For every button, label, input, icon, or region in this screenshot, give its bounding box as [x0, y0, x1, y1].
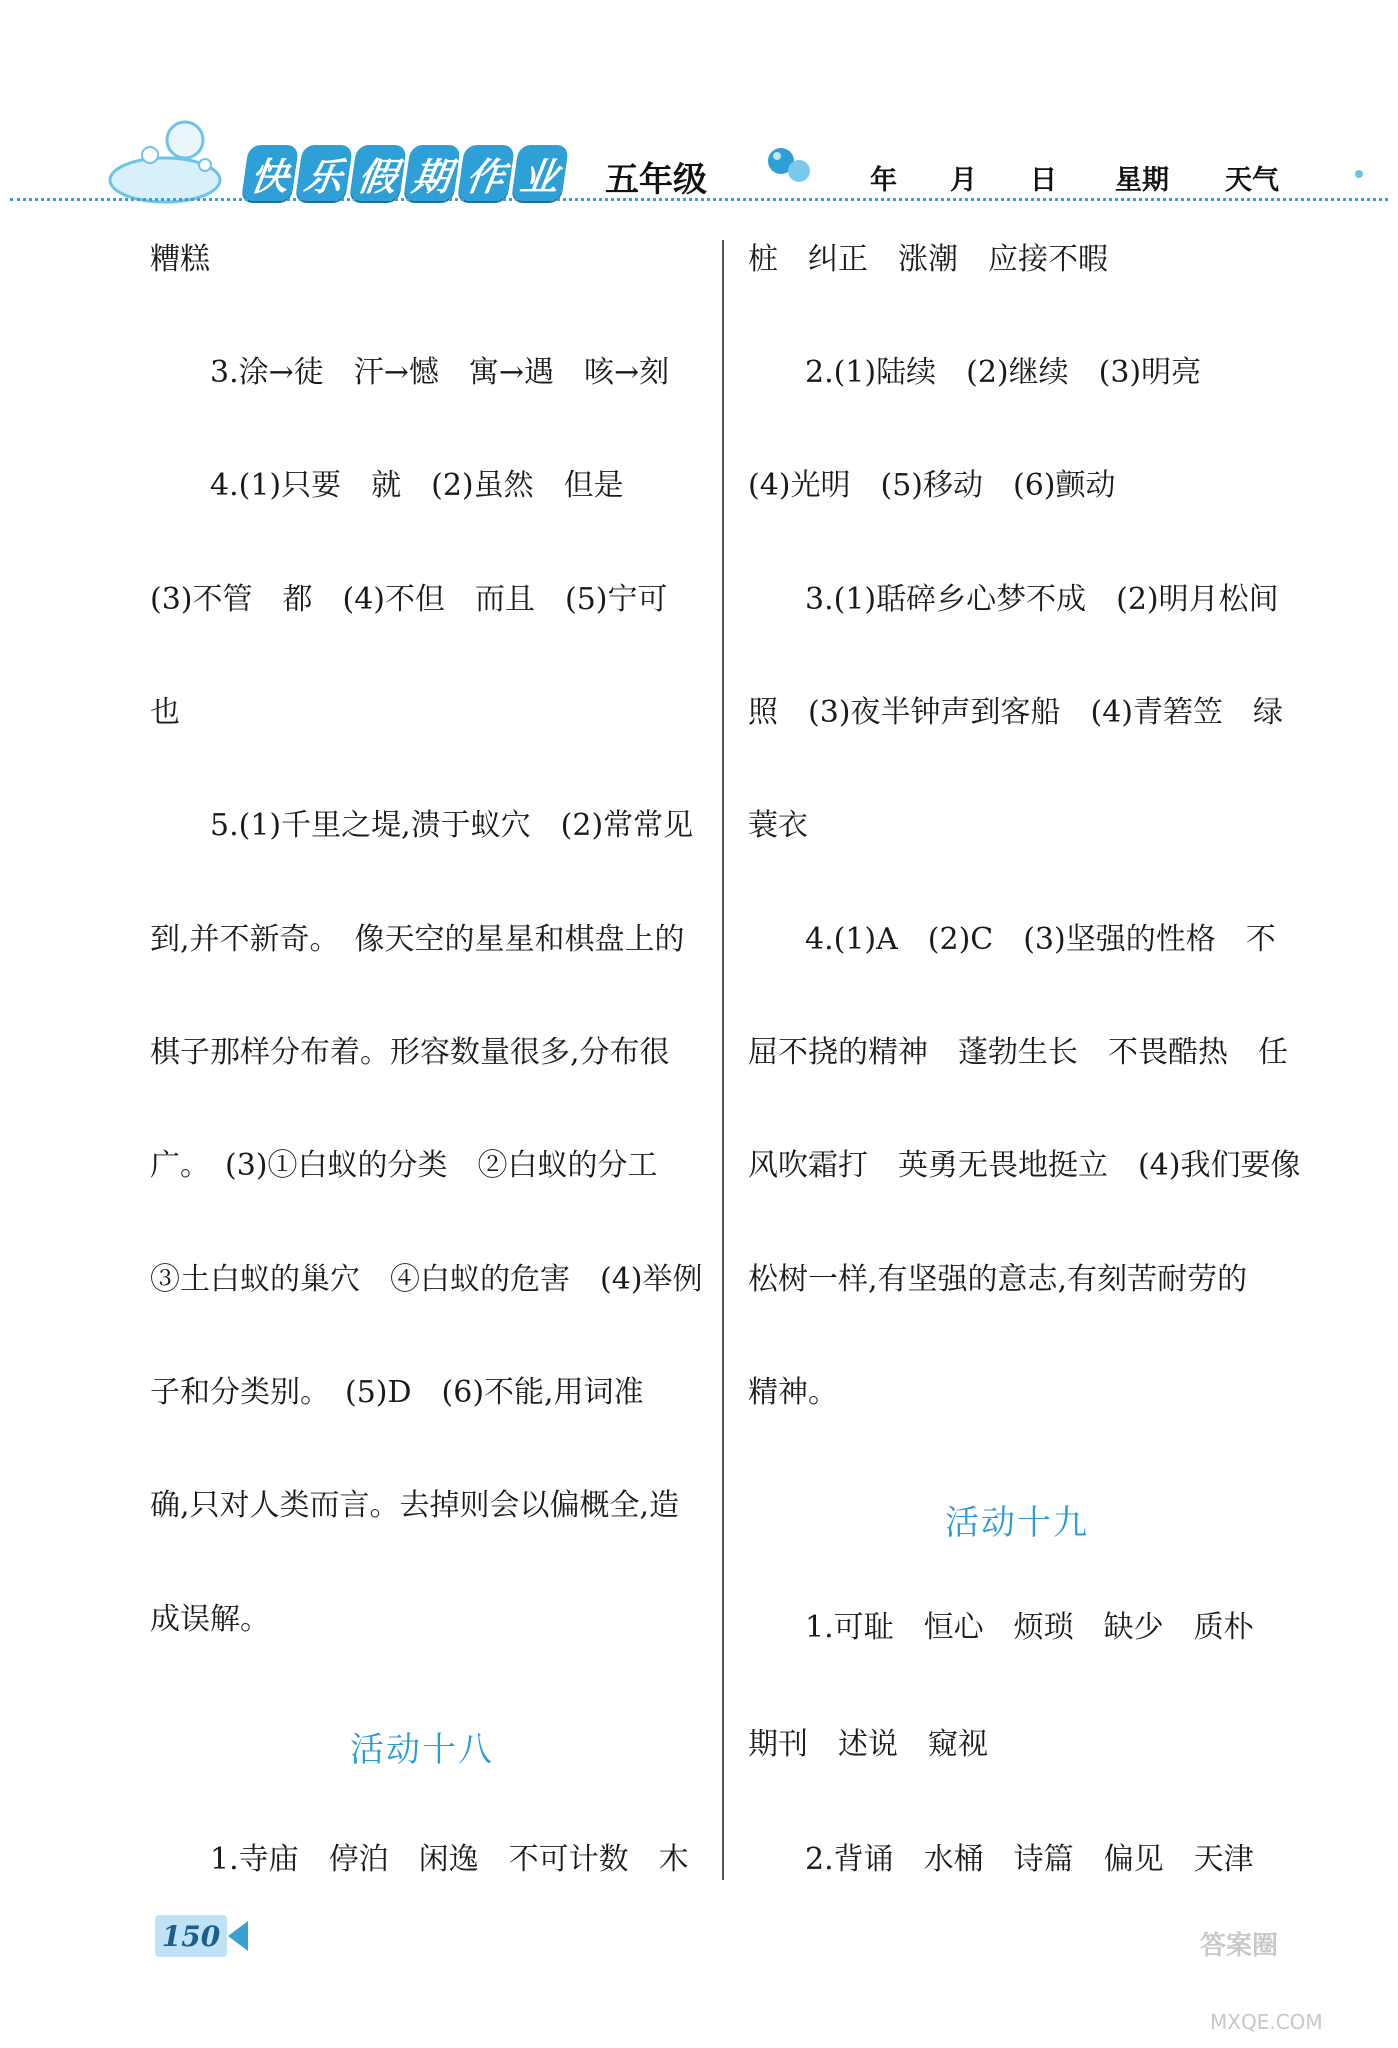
- day-label: 日: [1030, 165, 1057, 196]
- watermark-url: MXQE.COM: [1210, 2010, 1323, 2034]
- page-header: [0, 0, 1398, 215]
- answer-line: 到,并不新奇。 像天空的星星和棋盘上的: [150, 922, 685, 957]
- grade-label: 五年级: [605, 160, 707, 200]
- header-dotted-rule: [10, 198, 1388, 201]
- title-char: 期: [403, 145, 461, 201]
- answer-line: (4)光明 (5)移动 (6)颤动: [748, 468, 1116, 503]
- answer-line: 成误解。: [150, 1602, 270, 1637]
- bubble-decoration-icon: [105, 110, 235, 210]
- column-divider: [722, 240, 724, 1880]
- answer-line: 4.(1)只要 就 (2)虽然 但是: [210, 468, 624, 503]
- month-label: 月: [950, 165, 977, 196]
- answer-line: 2.(1)陆续 (2)继续 (3)明亮: [805, 355, 1202, 390]
- answer-line: 5.(1)千里之堤,溃于蚁穴 (2)常常见: [210, 808, 694, 843]
- answer-line: 期刊 述说 窥视: [748, 1727, 988, 1762]
- answer-line: 2.背诵 水桶 诗篇 偏见 天津: [805, 1842, 1254, 1877]
- answer-line: 蓑衣: [748, 808, 808, 843]
- title-char: 快: [241, 145, 299, 201]
- answer-line: (3)不管 都 (4)不但 而且 (5)宁可: [150, 582, 668, 617]
- title-char: 作: [457, 145, 515, 201]
- page-arrow-icon: [228, 1921, 248, 1951]
- title-char: 假: [349, 145, 407, 201]
- answer-line: 广。 (3)①白蚁的分类 ②白蚁的分工: [150, 1148, 658, 1183]
- title-char: 乐: [295, 145, 353, 201]
- watermark-logo: 答案圈: [1200, 1931, 1279, 1961]
- section-heading: 活动十九: [945, 1503, 1089, 1543]
- answer-line: 桩 纠正 涨潮 应接不暇: [748, 242, 1108, 277]
- answer-line: 屈不挠的精神 蓬勃生长 不畏酷热 任: [748, 1035, 1288, 1070]
- answer-line: 风吹霜打 英勇无畏地挺立 (4)我们要像: [748, 1148, 1301, 1183]
- answer-line: 确,只对人类而言。去掉则会以偏概全,造: [150, 1488, 680, 1523]
- title-char: 业: [511, 145, 569, 201]
- answer-line: 子和分类别。 (5)D (6)不能,用词准: [150, 1375, 644, 1410]
- answer-line: 棋子那样分布着。形容数量很多,分布很: [150, 1035, 670, 1070]
- header-dot: [1355, 170, 1363, 178]
- answer-line: 1.可耻 恒心 烦琐 缺少 质朴: [805, 1610, 1254, 1645]
- weekday-label: 星期: [1115, 165, 1169, 196]
- answer-line: 4.(1)A (2)C (3)坚强的性格 不: [805, 922, 1276, 957]
- page-number: 150: [155, 1915, 227, 1957]
- answer-line: 3.(1)聒碎乡心梦不成 (2)明月松间: [805, 582, 1279, 617]
- year-label: 年: [870, 165, 897, 196]
- weather-label: 天气: [1225, 165, 1279, 196]
- answer-line: ③土白蚁的巢穴 ④白蚁的危害 (4)举例: [150, 1262, 703, 1297]
- answer-line: 也: [150, 695, 180, 730]
- answer-line: 照 (3)夜半钟声到客船 (4)青箬笠 绿: [748, 695, 1283, 730]
- answer-line: 糟糕: [150, 242, 210, 277]
- section-heading: 活动十八: [350, 1730, 494, 1770]
- answer-line: 松树一样,有坚强的意志,有刻苦耐劳的: [748, 1262, 1248, 1297]
- balloons-icon: [765, 145, 815, 190]
- answer-line: 1.寺庙 停泊 闲逸 不可计数 木: [210, 1842, 689, 1877]
- answer-line: 精神。: [748, 1375, 838, 1410]
- answer-line: 3.涂→徒 汗→憾 寓→遇 咳→刻: [210, 355, 670, 390]
